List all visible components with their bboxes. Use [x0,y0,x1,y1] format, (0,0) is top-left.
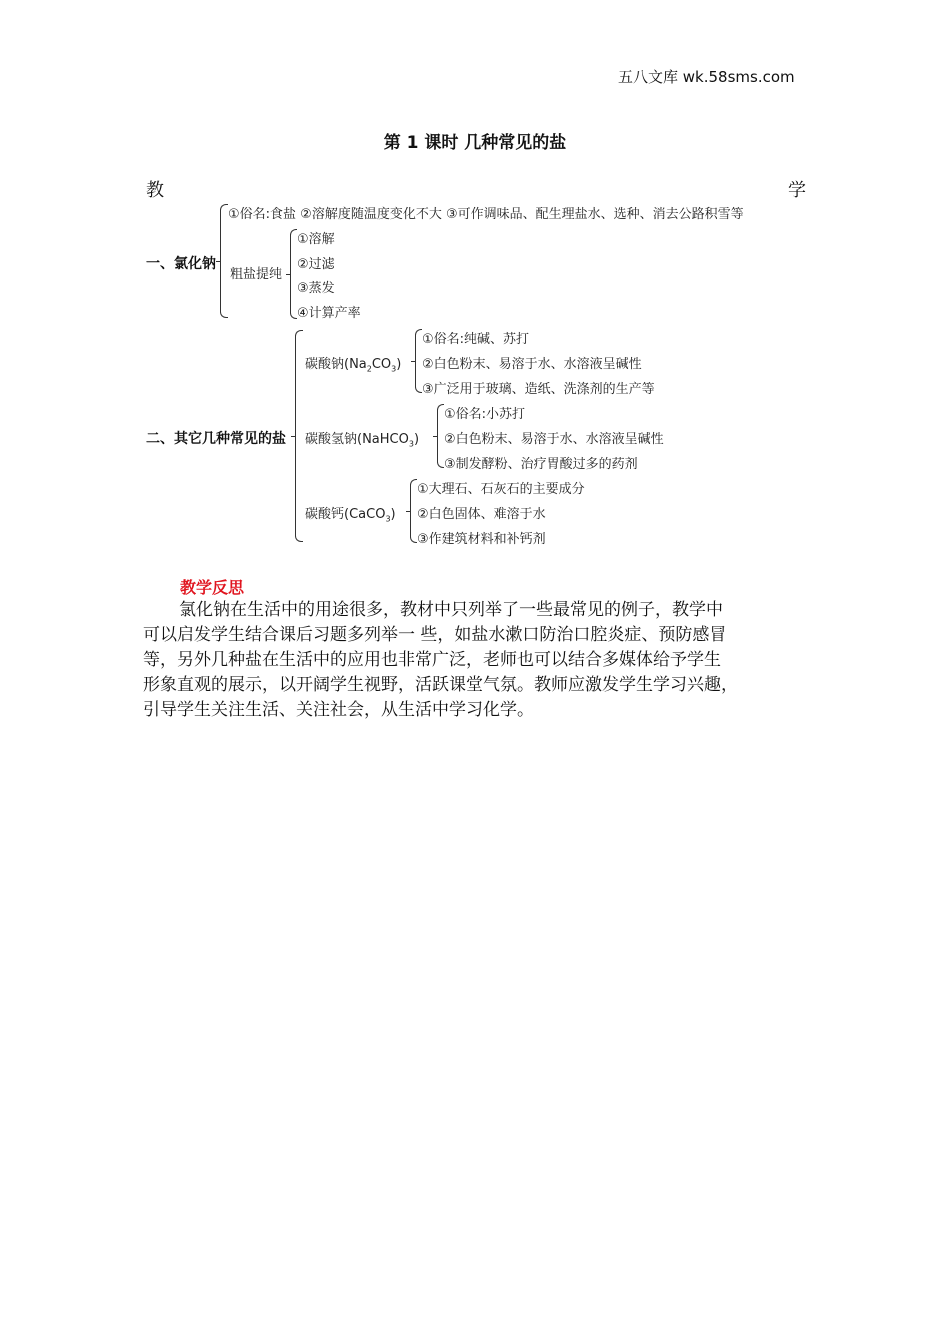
nacl-brace [220,204,228,318]
reflection-title: 教学反思 [180,578,245,597]
na2co3-item: ②白色粉末、易溶于水、水溶液呈碱性 [422,357,642,372]
caco3-label: 碳酸钙(CaCO$_3$) [305,507,396,524]
header-site-name: 五八文库 wk.58sms.com [618,68,795,86]
nahco3-item: ②白色粉末、易溶于水、水溶液呈碱性 [444,432,664,447]
teaching-heading-right: 学 [788,180,806,201]
reflection-line: 氯化钠在生活中的用途很多，教材中只列举了一些最常见的例子，教学中 [179,600,723,620]
purify-step: ③蒸发 [297,281,335,296]
other-salts-heading: 二、其它几种常见的盐 [146,431,286,447]
caco3-item: ③作建筑材料和补钙剂 [417,532,546,547]
caco3-item: ①大理石、石灰石的主要成分 [417,482,585,497]
reflection-line: 可以启发学生结合课后习题多列举一 些，如盐水漱口防治口腔炎症、预防感冒 [143,625,727,645]
purify-brace [290,229,297,319]
reflection-line: 等，另外几种盐在生活中的应用也非常广泛，老师也可以结合多媒体给予学生 [143,650,721,670]
nahco3-item: ③制发酵粉、治疗胃酸过多的药剂 [444,457,638,472]
caco3-brace [410,479,417,543]
purify-step: ④计算产率 [297,306,361,321]
caco3-item: ②白色固体、难溶于水 [417,507,546,522]
nahco3-brace [437,404,444,468]
nahco3-label: 碳酸氢钠(NaHCO$_3$) [305,432,420,449]
reflection-line: 引导学生关注生活、关注社会，从生活中学习化学。 [143,700,534,720]
na2co3-label: 碳酸钠$(Na_2CO_3)$ [305,357,402,374]
page-title: 第 1 课时 几种常见的盐 [383,133,567,153]
purify-label: 粗盐提纯 [230,267,283,282]
na2co3-item: ①俗名:纯碱、苏打 [422,332,530,347]
reflection-paragraph [143,598,813,723]
nahco3-item: ①俗名:小苏打 [444,407,526,422]
reflection-line: 形象直观的展示，以开阔学生视野，活跃课堂气氛。教师应激发学生学习兴趣， [143,675,738,695]
na2co3-item: ③广泛用于玻璃、造纸、洗涤剂的生产等 [422,382,655,397]
nacl-properties: ①俗名:食盐 ②溶解度随温度变化不大 ③可作调味品、配生理盐水、选种、消去公路积雪等 [228,207,744,222]
purify-step: ②过滤 [297,257,335,272]
teaching-heading-left: 教 [146,180,164,201]
purify-step: ①溶解 [297,232,335,247]
other-salts-brace [295,330,303,542]
na2co3-brace [415,329,422,393]
nacl-heading: 一、氯化钠 [146,256,216,272]
